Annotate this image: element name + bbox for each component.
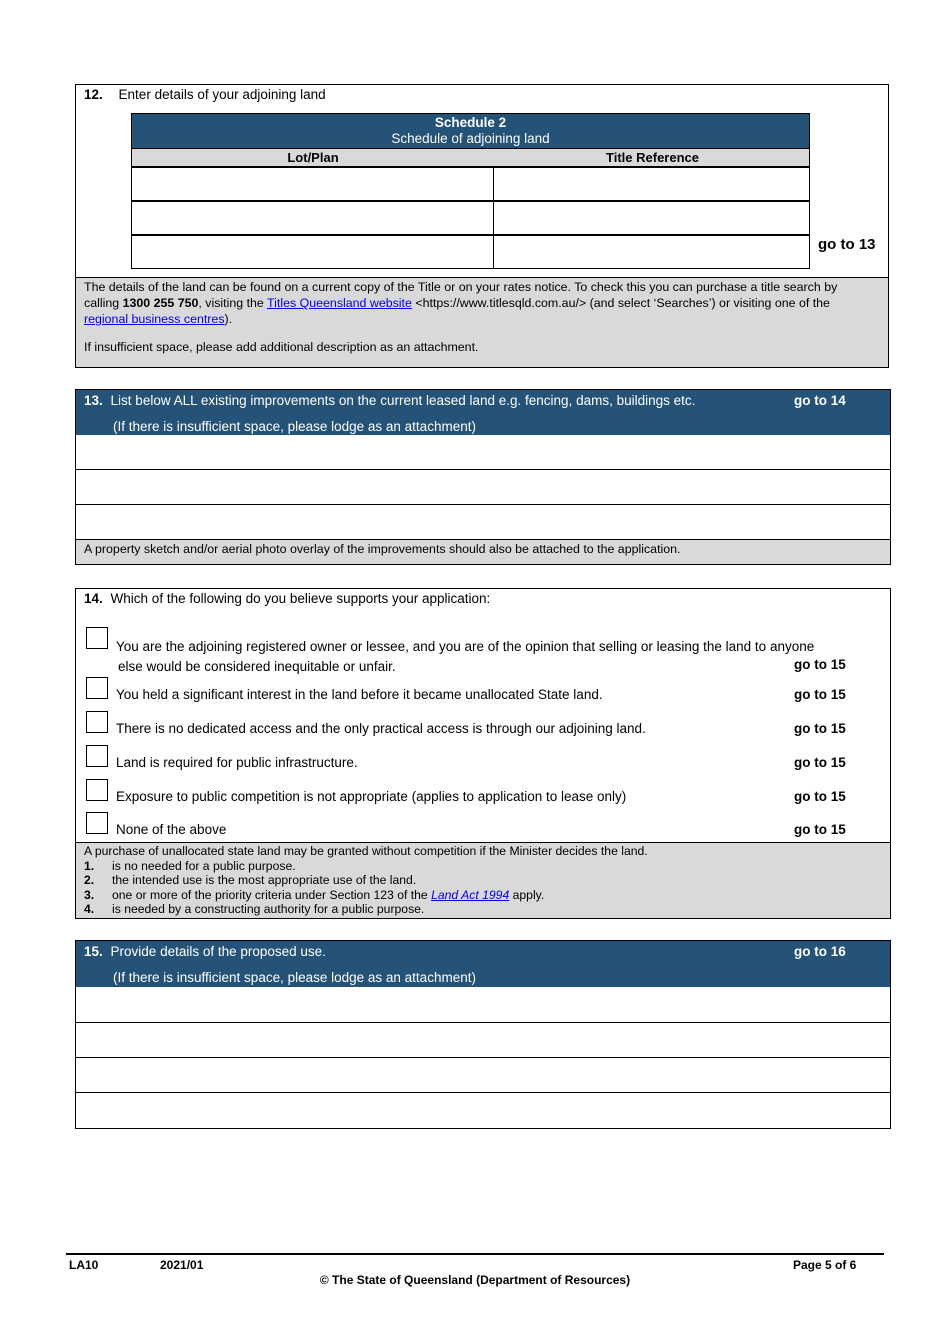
q13-goto: go to 14 — [794, 393, 846, 408]
q15-line-4[interactable] — [76, 1093, 890, 1128]
q14-prompt: Which of the following do you believe supports your application: — [110, 591, 491, 606]
titles-queensland-link[interactable]: Titles Queensland website — [267, 296, 412, 310]
q13-number: 13. — [84, 393, 103, 408]
q12-number: 12. — [84, 87, 103, 102]
q13-line-1[interactable] — [76, 435, 890, 470]
checkbox-public-competition[interactable] — [86, 779, 108, 801]
q14-note-item-1: 1. is no needed for a public purpose. — [84, 858, 296, 873]
q14-number: 14. — [84, 591, 103, 606]
schedule-column-headers — [131, 149, 810, 167]
footer-version: 2021/01 — [160, 1258, 204, 1272]
q14-note — [76, 842, 890, 918]
option-3-goto: go to 15 — [794, 721, 846, 736]
footer-copyright: © The State of Queensland (Department of Resources) — [319, 1273, 631, 1287]
schedule-title: Schedule 2 — [434, 115, 507, 130]
option-2-goto: go to 15 — [794, 687, 846, 702]
q14-section — [75, 588, 891, 919]
lot-plan-input-2[interactable] — [131, 201, 494, 235]
option-public-competition-label: Exposure to public competition is not appropriate (applies to application to lease only) — [116, 789, 627, 804]
q13-section — [75, 389, 891, 565]
q12-note-line1: The details of the land can be found on a current copy of the Title or on your rates notice. To check this you can purchase a title search by — [84, 280, 838, 294]
q15-line-2[interactable] — [76, 1023, 890, 1058]
lot-plan-input-1[interactable] — [131, 167, 494, 201]
q13-header — [76, 390, 890, 435]
lot-plan-input-3[interactable] — [131, 235, 494, 269]
q15-line-3[interactable] — [76, 1058, 890, 1093]
col-lot-plan: Lot/Plan — [287, 150, 339, 165]
q12-section — [75, 84, 889, 368]
q12-note-space: If insufficient space, please add additional description as an attachment. — [84, 340, 479, 354]
schedule-header — [131, 113, 810, 149]
phone-number: 1300 255 750 — [122, 296, 199, 310]
checkbox-none-of-above[interactable] — [86, 812, 108, 834]
q15-sub: (If there is insufficient space, please lodge as an attachment) — [113, 970, 476, 985]
q14-note-item-3: 3. one or more of the priority criteria under Section 123 of the Land Act 1994 apply. — [84, 887, 545, 902]
land-act-1994-link[interactable]: Land Act 1994 — [431, 887, 510, 902]
footer-page-number: Page 5 of 6 — [793, 1258, 857, 1272]
q12-prompt: Enter details of your adjoining land — [118, 87, 326, 102]
q15-prompt: Provide details of the proposed use. — [110, 944, 326, 959]
option-4-goto: go to 15 — [794, 755, 846, 770]
q14-heading — [84, 591, 490, 606]
option-adjoining-owner-label: You are the adjoining registered owner or lessee, and you are of the opinion that selling or leasing the land to anyone else would be considered inequitable or unfair. — [116, 639, 815, 674]
title-ref-input-1[interactable] — [493, 167, 810, 201]
q14-note-item-4: 4. is needed by a constructing authority for a public purpose. — [84, 902, 425, 917]
q15-number: 15. — [84, 944, 103, 959]
q14-note-intro: A purchase of unallocated state land may be granted without competition if the Minister decides the land. — [84, 844, 648, 858]
option-no-dedicated-access-label: There is no dedicated access and the only practical access is through our adjoining land. — [116, 721, 646, 736]
checkbox-adjoining-owner[interactable] — [86, 627, 108, 649]
footer-form-code: LA10 — [69, 1258, 99, 1272]
option-none-of-above-label: None of the above — [116, 822, 227, 837]
footer-rule — [66, 1253, 884, 1255]
q12-note — [76, 277, 888, 367]
regional-business-centres-link[interactable]: regional business centres — [84, 312, 225, 326]
q12-goto: go to 13 — [818, 236, 876, 253]
q15-section — [75, 940, 891, 1129]
option-public-infrastructure-label: Land is required for public infrastructure. — [116, 755, 358, 770]
q15-goto: go to 16 — [794, 944, 846, 959]
option-6-goto: go to 15 — [794, 822, 846, 837]
schedule-subtitle: Schedule of adjoining land — [391, 131, 550, 146]
checkbox-no-dedicated-access[interactable] — [86, 711, 108, 733]
q15-line-1[interactable] — [76, 987, 890, 1023]
col-title-reference: Title Reference — [606, 150, 699, 165]
q12-heading — [84, 87, 326, 102]
checkbox-public-infrastructure[interactable] — [86, 745, 108, 767]
q13-sub: (If there is insufficient space, please lodge as an attachment) — [113, 419, 476, 434]
q12-note-line3: regional business centres). — [84, 312, 233, 326]
q15-header — [76, 941, 890, 987]
q13-note: A property sketch and/or aerial photo overlay of the improvements should also be attached to the application. — [76, 540, 890, 564]
title-ref-input-3[interactable] — [493, 235, 810, 269]
q13-line-2[interactable] — [76, 470, 890, 505]
title-ref-input-2[interactable] — [493, 201, 810, 235]
q12-note-line2: calling 1300 255 750, visiting the Titles Queensland website <https://www.titlesqld.com.au/> (and select ‘Searches’) or visiting one of the — [84, 296, 830, 310]
checkbox-significant-interest[interactable] — [86, 677, 108, 699]
option-significant-interest-label: You held a significant interest in the land before it became unallocated State land. — [116, 687, 603, 702]
q13-prompt: List below ALL existing improvements on the current leased land e.g. fencing, dams, buildings etc. — [110, 393, 696, 408]
q14-note-item-2: 2. the intended use is the most appropriate use of the land. — [84, 873, 417, 888]
option-5-goto: go to 15 — [794, 789, 846, 804]
option-1-goto: go to 15 — [794, 657, 846, 672]
q13-line-3[interactable] — [76, 505, 890, 540]
